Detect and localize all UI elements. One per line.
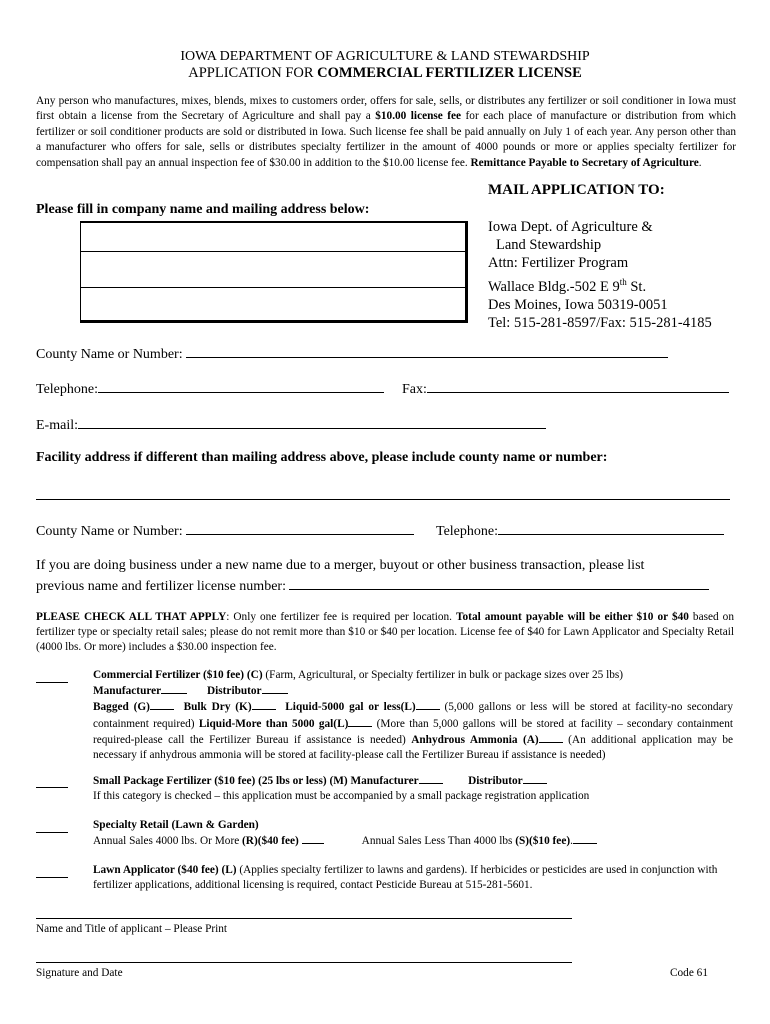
liquid-5000-label: Liquid-5000 gal or less(L) — [285, 701, 416, 714]
facility-telephone-label: Telephone: — [436, 524, 498, 539]
telephone-field[interactable] — [36, 378, 384, 398]
mail-line-4-a: Wallace Bldg.-502 E 9 — [488, 278, 620, 295]
mail-address — [488, 218, 712, 332]
new-name-line-2[interactable] — [36, 575, 709, 596]
fax-input-line[interactable] — [427, 378, 729, 393]
small-package-distributor-blank[interactable] — [523, 773, 547, 784]
facility-heading: Facility address if different than mailing address above, please include county name or number: — [36, 450, 608, 465]
commercial-fertilizer-option — [93, 668, 733, 763]
specialty-less-prefix: Annual Sales Less Than 4000 lbs — [361, 835, 516, 848]
mail-line-4-sup: th — [619, 276, 627, 287]
signature-line[interactable] — [36, 962, 572, 963]
specialty-checkbox-line[interactable] — [36, 820, 68, 838]
check-text-2: based on fertilizer type or specialty retail sales; please do not remit more than $10 or $40 per location. License fee of $40 for Lawn Applicator and Specialty Retail (4000 lbs. Or more) includes a $30.00 inspection fee. — [36, 611, 734, 654]
specialty-less-fee: (S)($10 fee) — [515, 835, 571, 848]
company-heading: Please fill in company name and mailing address below: — [36, 202, 370, 217]
liquid-more-note: (More than 5,000 gallons will be stored at facility – secondary containment required-please call the Fertilizer Bureau if assistance is needed) — [93, 717, 733, 746]
new-name-line-1: If you are doing business under a new name due to a merger, buyout or other business transaction, please list — [36, 558, 645, 573]
facility-address-line[interactable] — [36, 499, 730, 500]
specialty-more-prefix: Annual Sales 4000 lbs. Or More — [93, 835, 243, 848]
small-package-distributor-label: Distributor — [468, 775, 523, 787]
specialty-less-blank[interactable] — [573, 833, 597, 844]
mail-line-6: Tel: 515-281-8597/Fax: 515-281-4185 — [488, 314, 712, 331]
lawn-applicator-option — [93, 863, 733, 893]
bagged-blank[interactable] — [150, 699, 174, 710]
intro-fee: $10.00 license fee — [375, 110, 462, 123]
fax-label: Fax: — [402, 382, 427, 397]
commercial-title — [93, 668, 733, 683]
lawn-checkbox-line[interactable] — [36, 865, 68, 883]
new-name-question — [36, 557, 709, 595]
commercial-types — [93, 699, 733, 763]
intro-part-2: for each place of manufacture or distribution from which fertilizer or soil conditioner products are sold or distributed in Iowa. Such license fee shall be paid annually on July 1 of each year. Any person other than a manufacturer who offers for sale, sells or distributes specialty fertilizer in the amount of 4000 pounds or more or applies specialty fertilizer for compensation shall pay an annual inspection fee of $30.00 in addition to the $10.00 license fee. — [36, 110, 736, 169]
fax-field[interactable] — [402, 378, 729, 398]
commercial-title-rest: (Farm, Agricultural, or Specialty fertilizer in bulk or package sizes over 25 lbs) — [262, 669, 624, 681]
specialty-retail-option — [93, 818, 733, 849]
name-title-label: Name and Title of applicant – Please Print — [36, 923, 228, 935]
commercial-role-row — [93, 683, 733, 699]
facility-telephone-input-line[interactable] — [498, 520, 724, 535]
intro-remittance: Remittance Payable to Secretary of Agriculture — [470, 156, 699, 169]
specialty-less-end: . — [570, 835, 573, 848]
title-bold: COMMERCIAL FERTILIZER LICENSE — [317, 65, 582, 81]
liquid-5000-note: (5,000 gallons or less will be stored at facility-no secondary containment required) — [93, 701, 733, 730]
county-label: County Name or Number: — [36, 347, 183, 362]
small-package-option — [93, 773, 733, 804]
email-input-line[interactable] — [78, 414, 546, 429]
email-field[interactable] — [36, 414, 546, 434]
facility-telephone-field[interactable] — [436, 520, 724, 540]
specialty-title-bold: Specialty Retail (Lawn & Garden) — [93, 819, 259, 831]
intro-end: . — [698, 156, 702, 169]
mail-line-1: Iowa Dept. of Agriculture & — [488, 219, 653, 235]
mail-line-4 — [488, 273, 712, 296]
specialty-sales-row — [93, 833, 733, 849]
small-package-checkbox-line[interactable] — [36, 775, 68, 793]
form-code: Code 61 — [670, 967, 708, 979]
telephone-input-line[interactable] — [98, 378, 384, 393]
check-heading: PLEASE CHECK ALL THAT APPLY — [36, 611, 227, 623]
new-name-label: previous name and fertilizer license number: — [36, 578, 286, 594]
county-field[interactable] — [36, 343, 668, 363]
liquid-more-label: Liquid-More than 5000 gal(L) — [198, 717, 349, 730]
commercial-distributor-label: Distributor — [206, 685, 262, 698]
telephone-label: Telephone: — [36, 382, 98, 397]
commercial-manufacturer-blank[interactable] — [161, 683, 187, 694]
liquid-5000-blank[interactable] — [416, 699, 440, 710]
intro-part-1: Any person who manufactures, mixes, blends, mixes to customers order, offers for sale, sells, or distributes any fertilizer or soil conditioner in Iowa must first obtain a license from the Secretary of Agriculture and shall pay a — [36, 95, 736, 123]
intro-paragraph — [36, 94, 736, 171]
check-total: Total amount payable will be either $10 or $40 — [456, 611, 689, 623]
specialty-title — [93, 818, 733, 833]
facility-county-input-line[interactable] — [186, 520, 414, 535]
bulk-dry-blank[interactable] — [252, 699, 276, 710]
commercial-title-bold: Commercial Fertilizer ($10 fee) (C) — [93, 669, 263, 681]
mail-line-5: Des Moines, Iowa 50319-0051 — [488, 296, 668, 313]
header-line-1: IOWA DEPARTMENT OF AGRICULTURE & LAND STEWARDSHIP — [180, 49, 590, 64]
previous-name-input-line[interactable] — [289, 575, 709, 590]
mail-line-4-b: St. — [626, 278, 647, 295]
bulk-dry-label: Bulk Dry (K) — [183, 701, 252, 714]
check-text-1: : Only one fertilizer fee is required per location. — [226, 611, 457, 623]
check-instructions — [36, 610, 734, 656]
specialty-more-fee: (R)($40 fee) — [242, 835, 299, 848]
commercial-manufacturer-label: Manufacturer — [93, 685, 162, 698]
small-package-title — [93, 773, 733, 789]
lawn-title-bold: Lawn Applicator ($40 fee) (L) — [93, 864, 237, 876]
county-input-line[interactable] — [186, 343, 668, 358]
commercial-checkbox-line[interactable] — [36, 670, 68, 688]
address-line-2 — [81, 287, 465, 288]
commercial-distributor-blank[interactable] — [262, 683, 288, 694]
small-package-manufacturer-blank[interactable] — [419, 773, 443, 784]
address-line-1 — [81, 251, 465, 252]
anhydrous-blank[interactable] — [539, 732, 563, 743]
mail-line-3: Attn: Fertilizer Program — [488, 255, 629, 272]
anhydrous-note: (An additional application may be necessary if anhydrous ammonia will be stored at facility-please call the Fertilizer Bureau if assistance is needed) — [93, 733, 734, 762]
signature-label: Signature and Date — [36, 967, 123, 979]
small-package-note: If this category is checked – this application must be accompanied by a small package registration application — [93, 790, 590, 803]
mail-line-2: Land Stewardship — [496, 237, 602, 254]
small-package-title-bold: Small Package Fertilizer ($10 fee) (25 lbs or less) (M) Manufacturer — [93, 775, 419, 787]
mail-heading: MAIL APPLICATION TO: — [488, 182, 665, 198]
title-prefix: APPLICATION FOR — [188, 65, 318, 81]
facility-county-field[interactable] — [36, 520, 414, 540]
specialty-more-blank[interactable] — [302, 833, 324, 844]
name-title-line[interactable] — [36, 918, 572, 919]
lawn-text: (Applies specialty fertilizer to lawns and gardens). If herbicides or pesticides are used in conjunction with fertilizer applications, additional licensing is required, contact Pesticide Bureau at 515-281-5601. — [93, 864, 718, 892]
email-label: E-mail: — [36, 418, 78, 433]
company-address-box[interactable] — [80, 221, 468, 323]
bagged-label: Bagged (G) — [93, 701, 150, 714]
anhydrous-label: Anhydrous Ammonia (A) — [411, 733, 539, 746]
liquid-more-blank[interactable] — [348, 716, 372, 727]
facility-county-label: County Name or Number: — [36, 524, 183, 539]
form-title — [0, 65, 770, 82]
